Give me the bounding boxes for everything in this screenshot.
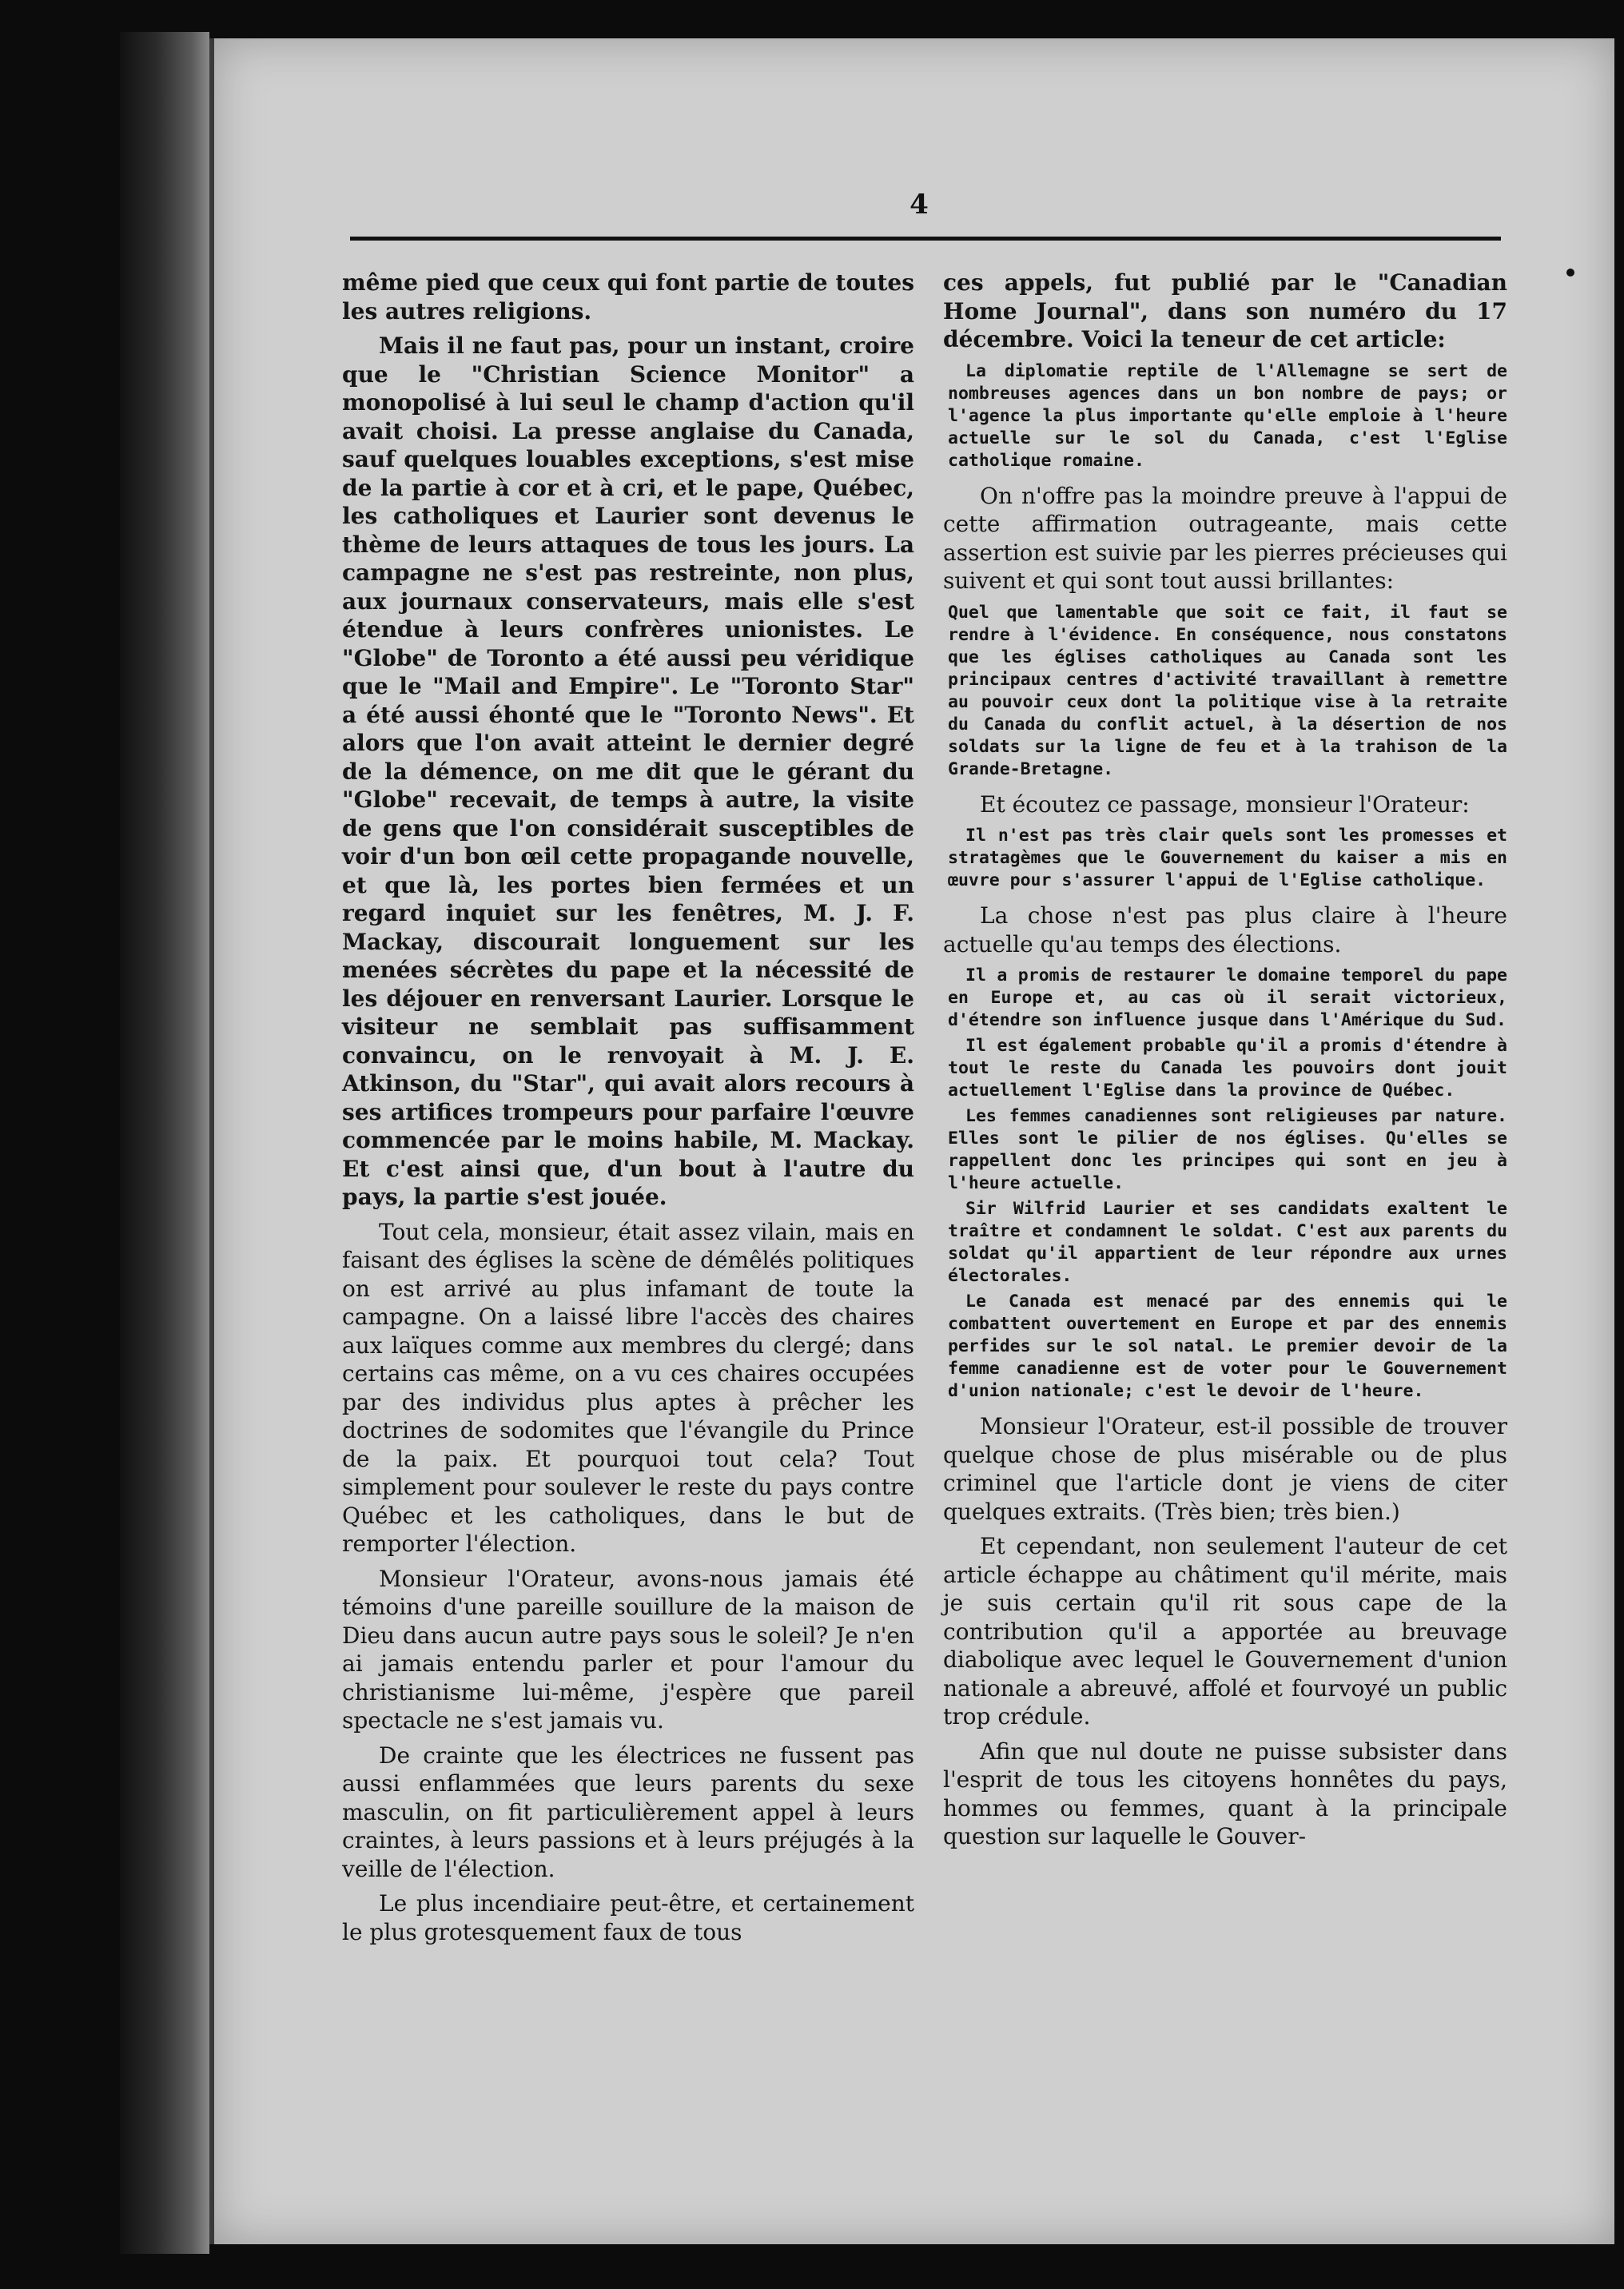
header-rule [350, 237, 1501, 241]
right-paragraph-6: Et cependant, non seulement l'auteur de cet article échappe au châtiment qu'il mérite, mais je suis certain qu'il rit sous cape de la contribution qu'il a apportée au breuvage diabolique avec lequel le Gouvernement d'union nationale a abreuvé, affolé et fourvoyé un public trop crédule. [943, 1533, 1507, 1730]
quote-4b-text: Il est également probable qu'il a promis d'étendre à tout le reste du Canada les pouvoirs dont jouit actuellement l'Eglise dans la province de Québec. [948, 1036, 1507, 1101]
right-paragraph-2: On n'offre pas la moindre preuve à l'appui de cette affirmation outrageante, mais cette assertion est suivie par les pierres précieuses qui suivent et qui sont tout aussi brillantes: [943, 482, 1507, 594]
right-paragraph-3: Et écoutez ce passage, monsieur l'Orateur: [980, 790, 1470, 818]
ink-speck [1566, 269, 1574, 277]
quote-4c-text: Les femmes canadiennes sont religieuses par nature. Elles sont le pilier de nos églises. Qu'elles se rappellent donc les principes qui sont en jeu à l'heure actuelle. [948, 1106, 1507, 1193]
quote-4d-text: Sir Wilfrid Laurier et ses candidats exaltent le traître et condamnent le soldat. C'est aux parents du soldat qu'il appartient de leur répondre aux urnes électorales. [948, 1199, 1507, 1286]
quote-2-text: Quel que lamentable que soit ce fait, il faut se rendre à l'évidence. En conséquence, nous constatons que les églises catholiques au Canada sont les principaux centres d'activité travaillant à remettre au pouvoir ceux dont la politique vise à la retraite du Canada du conflit actuel, à la désertion de nos soldats sur la ligne de feu et à la trahison de la Grande-Bretagne. [948, 602, 1507, 779]
left-paragraph-1: même pied que ceux qui font partie de toutes les autres religions. [342, 269, 914, 324]
page-number: 4 [910, 189, 929, 221]
right-paragraph-5: Monsieur l'Orateur, est-il possible de trouver quelque chose de plus misérable ou de plus criminel que l'article dont je viens de citer quelques extraits. (Très bien; très bien.) [943, 1413, 1507, 1525]
quote-1-text: La diplomatie reptile de l'Allemagne se sert de nombreuses agences dans un bon nombre de pays; or l'agence la plus importante qu'elle emploie à l'heure actuelle sur le sol du Canada, c'est l'Eglise catholique romaine. [948, 360, 1507, 471]
left-paragraph-3: Tout cela, monsieur, était assez vilain, mais en faisant des églises la scène de démêlés politiques on est arrivé au plus infamant de toute la campagne. On a laissé libre l'accès des chaires aux laïques comme aux membres du clergé; dans certains cas même, on a vu ces chaires occupées par des individus plus aptes à prêcher les doctrines de sodomites que l'évangile du Prince de la paix. Et pourquoi tout cela? Tout simplement pour soulever le reste du pays contre Québec et les catholiques, dans le but de remporter l'élection. [342, 1218, 914, 1557]
quote-1 [943, 360, 1507, 472]
left-paragraph-6: Le plus incendiaire peut-être, et certainement le plus grotesquement faux de tous [342, 1890, 914, 1945]
quote-3 [943, 825, 1507, 892]
quote-4e-text: Le Canada est menacé par des ennemis qui le combattent ouvertement en Europe et par des ennemis perfides sur le sol natal. Le premier devoir de la femme canadienne est de voter pour le Gouvernement d'union nationale; c'est le devoir de l'heure. [948, 1292, 1507, 1401]
right-paragraph-1: ces appels, fut publié par le "Canadian Home Journal", dans son numéro du 17 décembre. Voici la teneur de cet article: [943, 269, 1507, 352]
right-paragraph-4: La chose n'est pas plus claire à l'heure actuelle qu'au temps des élections. [943, 902, 1507, 957]
quote-4a-text: Il a promis de restaurer le domaine temporel du pape en Europe et, au cas où il serait victorieux, d'étendre son influence jusque dans l'Amérique du Sud. [948, 965, 1507, 1030]
page-edge [120, 32, 209, 2254]
left-paragraph-5: De crainte que les électrices ne fussent pas aussi enflammées que leurs parents du sexe masculin, on fit particulièrement appel à leurs craintes, à leurs passions et à leurs préjugés à la veille de l'élection. [342, 1742, 914, 1882]
right-column [943, 269, 1507, 1857]
left-paragraph-2: Mais il ne faut pas, pour un instant, croire que le "Christian Science Monitor" a monopolisé à lui seul le champ d'action qu'il avait choisi. La presse anglaise du Canada, sauf quelques louables exceptions, s'est mise de la partie à cor et à cri, et le pape, Québec, les catholiques et Laurier sont devenus le thème de leurs attaques de tous les jours. La campagne ne s'est pas restreinte, non plus, aux journaux conservateurs, mais elle s'est étendue à leurs confrères unionistes. Le "Globe" de Toronto a été aussi peu véridique que le "Mail and Empire". Le "Toronto Star" a été aussi éhonté que le "Toronto News". Et alors que l'on avait atteint le dernier degré de la démence, on me dit que le gérant du "Globe" recevait, de temps à autre, la visite de gens que l'on considérait susceptibles de voir d'un bon œil cette propagande nouvelle, et que là, les portes bien fermées et un regard inquiet sur les fenêtres, M. J. F. Mackay, discourait longuement sur les menées sécrètes du pape et la nécessité de les déjouer en renversant Laurier. Lorsque le visiteur ne semblait pas suffisamment convaincu, on le renvoyait à M. J. E. Atkinson, du "Star", qui avait alors recours à ses artifices trompeurs pour parfaire l'œuvre commencée par le moins habile, M. Mackay. Et c'est ainsi que, d'un bout à l'autre du pays, la partie s'est jouée. [342, 332, 914, 1210]
quote-2 [943, 602, 1507, 781]
quote-4 [943, 965, 1507, 1403]
left-column [342, 269, 914, 1953]
quote-3-text: Il n'est pas très clair quels sont les promesses et stratagèmes que le Gouvernement du kaiser a mis en œuvre pour s'assurer l'appui de l'Eglise catholique. [948, 826, 1507, 890]
right-paragraph-7: Afin que nul doute ne puisse subsister dans l'esprit de tous les citoyens honnêtes du pays, hommes ou femmes, quant à la principale question sur laquelle le Gouver- [943, 1738, 1507, 1849]
left-paragraph-4: Monsieur l'Orateur, avons-nous jamais été témoins d'une pareille souillure de la maison de Dieu dans aucun autre pays sous le soleil? Je n'en ai jamais entendu parler et pour l'amour du christianisme lui-même, j'espère que pareil spectacle ne s'est jamais vu. [342, 1565, 914, 1734]
